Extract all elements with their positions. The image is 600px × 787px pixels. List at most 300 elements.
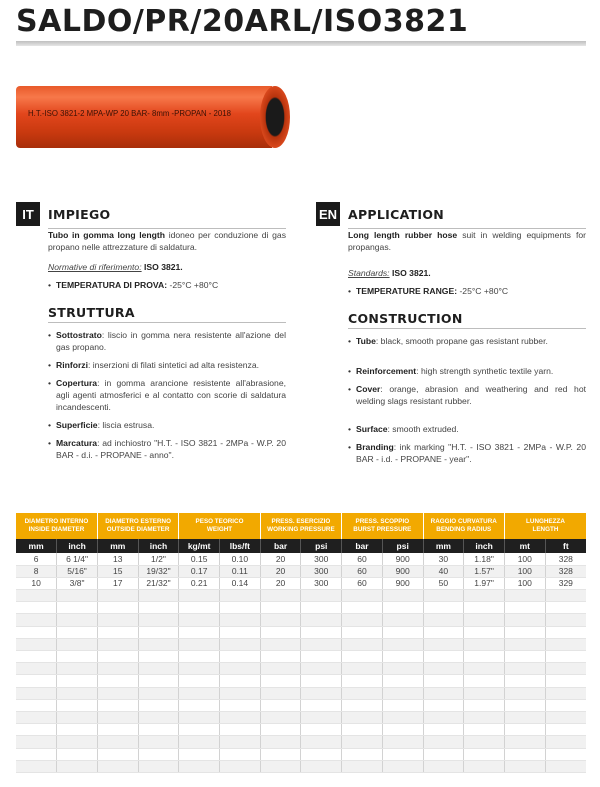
table-cell-empty [423, 638, 464, 650]
table-cell-empty [382, 675, 423, 687]
table-cell-empty [220, 626, 261, 638]
table-cell-empty [57, 699, 98, 711]
it-temp-value: -25°C +80°C [167, 280, 219, 290]
table-cell-empty [220, 687, 261, 699]
table-cell-empty [342, 663, 383, 675]
unit-header-cell: kg/mt [179, 539, 220, 553]
table-cell-empty [179, 724, 220, 736]
it-temperature-item [48, 279, 286, 291]
table-cell-empty [57, 663, 98, 675]
en-heading-row [316, 202, 586, 226]
table-cell-empty [220, 724, 261, 736]
table-cell-empty [382, 638, 423, 650]
it-language-badge: IT [16, 202, 40, 226]
en-application-section [316, 229, 586, 465]
unit-header-cell: bar [260, 539, 301, 553]
group-header-weight: PESO TEORICO WEIGHT [179, 513, 260, 539]
table-cell-empty [16, 736, 57, 748]
it-construction-heading: STRUTTURA [48, 305, 135, 320]
table-cell-empty [260, 626, 301, 638]
table-cell-empty [260, 736, 301, 748]
table-cell-empty [57, 638, 98, 650]
unit-header-cell: mm [97, 539, 138, 553]
table-cell-empty [545, 626, 586, 638]
table-cell-empty [57, 626, 98, 638]
table-cell-empty [16, 626, 57, 638]
table-cell-empty [423, 602, 464, 614]
table-cell-empty [97, 711, 138, 723]
table-cell-empty [138, 687, 179, 699]
table-cell-empty [301, 736, 342, 748]
table-cell: 1/2" [138, 553, 179, 565]
table-cell-empty [97, 724, 138, 736]
en-lead-text: suit in welding equipments for propangas. [348, 230, 586, 252]
it-item-label: Sottostrato [56, 330, 102, 340]
table-cell-empty [138, 638, 179, 650]
en-temperature-item [348, 285, 586, 297]
table-cell-empty [57, 651, 98, 663]
table-cell-empty [504, 711, 545, 723]
title-divider [16, 41, 586, 46]
table-row-empty [16, 711, 586, 723]
it-lead-text: idoneo per conduzione di gas propano nelle attrezzature di saldatura. [48, 230, 286, 252]
unit-header-cell: psi [301, 539, 342, 553]
it-item-text: : liscia estrusa. [97, 420, 155, 430]
table-cell-empty [382, 663, 423, 675]
it-item-label: Rinforzi [56, 360, 88, 370]
table-cell-empty [301, 711, 342, 723]
table-cell-empty [138, 760, 179, 772]
table-cell-empty [464, 651, 505, 663]
table-cell-empty [382, 590, 423, 602]
table-cell-empty [260, 651, 301, 663]
table-cell-empty [423, 687, 464, 699]
table-cell-empty [504, 638, 545, 650]
table-cell-empty [504, 736, 545, 748]
table-cell-empty [57, 760, 98, 772]
table-cell: 900 [382, 553, 423, 565]
unit-header-cell: mt [504, 539, 545, 553]
table-cell-empty [260, 663, 301, 675]
table-cell-empty [97, 614, 138, 626]
it-lead-paragraph [48, 229, 286, 253]
table-cell: 0.10 [220, 553, 261, 565]
table-cell-empty [220, 675, 261, 687]
unit-header-cell: bar [342, 539, 383, 553]
table-cell-empty [57, 687, 98, 699]
it-item-text: : inserzioni di filati sintetici ad alta resistenza. [87, 360, 259, 370]
table-row-empty [16, 736, 586, 748]
table-cell: 40 [423, 565, 464, 577]
table-cell-empty [545, 614, 586, 626]
hose-marking: H.T.-ISO 3821-2 MPA-WP 20 BAR- 8mm -PROPAN - 2018 [28, 108, 231, 118]
table-cell: 21/32" [138, 577, 179, 589]
table-cell-empty [545, 687, 586, 699]
table-cell-empty [382, 651, 423, 663]
table-cell-empty [260, 590, 301, 602]
table-cell-empty [179, 626, 220, 638]
table-cell: 900 [382, 565, 423, 577]
table-cell: 19/32" [138, 565, 179, 577]
table-cell-empty [545, 711, 586, 723]
table-cell-empty [504, 748, 545, 760]
table-cell-empty [423, 760, 464, 772]
unit-header-cell: inch [138, 539, 179, 553]
table-cell-empty [220, 736, 261, 748]
table-cell: 1.97" [464, 577, 505, 589]
table-cell: 15 [97, 565, 138, 577]
table-cell-empty [260, 760, 301, 772]
hose-image [16, 86, 290, 148]
en-standards-label: Standards: [348, 268, 390, 278]
it-standards-value: ISO 3821. [144, 262, 183, 272]
table-cell-empty [464, 760, 505, 772]
table-cell-empty [97, 663, 138, 675]
it-construction-item [48, 437, 286, 461]
table-cell-empty [504, 687, 545, 699]
table-cell-empty [545, 651, 586, 663]
table-cell-empty [342, 711, 383, 723]
en-construction-list [348, 335, 586, 465]
table-cell-empty [138, 614, 179, 626]
table-cell-empty [179, 760, 220, 772]
table-cell-empty [504, 724, 545, 736]
table-cell-empty [423, 748, 464, 760]
en-construction-divider [348, 328, 586, 329]
table-cell-empty [179, 675, 220, 687]
table-cell: 20 [260, 577, 301, 589]
table-cell: 100 [504, 577, 545, 589]
en-construction-item [348, 423, 586, 435]
table-cell-empty [464, 736, 505, 748]
page-title: SALDO/PR/20ARL/ISO3821 [16, 4, 469, 39]
table-cell-empty [464, 675, 505, 687]
en-construction-item [348, 335, 586, 347]
table-cell-empty [179, 748, 220, 760]
table-cell-empty [464, 748, 505, 760]
table-cell-empty [57, 590, 98, 602]
english-column [316, 202, 586, 465]
table-cell-empty [57, 675, 98, 687]
table-cell: 50 [423, 577, 464, 589]
table-cell-empty [16, 614, 57, 626]
table-row-empty [16, 675, 586, 687]
table-cell-empty [382, 602, 423, 614]
table-cell-empty [16, 675, 57, 687]
table-cell-empty [57, 711, 98, 723]
table-body [16, 553, 586, 772]
unit-header-cell: mm [423, 539, 464, 553]
it-item-label: Copertura [56, 378, 98, 388]
table-cell-empty [138, 748, 179, 760]
table-cell-empty [301, 602, 342, 614]
table-cell: 328 [545, 565, 586, 577]
table-row [16, 553, 586, 565]
en-item-label: Branding [356, 442, 394, 452]
table-cell-empty [545, 675, 586, 687]
table-cell-empty [220, 748, 261, 760]
table-cell-empty [382, 724, 423, 736]
table-cell-empty [138, 590, 179, 602]
specifications-table [16, 513, 586, 773]
table-cell-empty [179, 614, 220, 626]
table-cell-empty [423, 724, 464, 736]
table-cell-empty [382, 626, 423, 638]
table-cell-empty [545, 724, 586, 736]
table-cell-empty [342, 651, 383, 663]
table-cell-empty [464, 711, 505, 723]
table-cell: 100 [504, 565, 545, 577]
en-item-text: : high strength synthetic textile yarn. [416, 366, 554, 376]
table-cell-empty [545, 590, 586, 602]
it-construction-item [48, 329, 286, 353]
table-cell-empty [342, 760, 383, 772]
table-cell-empty [220, 663, 261, 675]
table-cell-empty [382, 614, 423, 626]
table-cell-empty [179, 651, 220, 663]
table-cell-empty [342, 626, 383, 638]
table-cell-empty [545, 760, 586, 772]
table-cell-empty [464, 602, 505, 614]
table-cell: 300 [301, 553, 342, 565]
it-heading-row [16, 202, 286, 226]
table-cell-empty [57, 736, 98, 748]
table-cell-empty [423, 614, 464, 626]
table-cell-empty [423, 675, 464, 687]
unit-header-cell: inch [57, 539, 98, 553]
table-cell-empty [97, 590, 138, 602]
table-cell: 3/8" [57, 577, 98, 589]
table-row-empty [16, 687, 586, 699]
table-cell-empty [16, 663, 57, 675]
table-cell-empty [423, 626, 464, 638]
italian-column [16, 202, 286, 461]
en-language-badge: EN [316, 202, 340, 226]
group-header-length: LUNGHEZZA LENGTH [504, 513, 586, 539]
table-cell-empty [342, 724, 383, 736]
table-cell: 20 [260, 553, 301, 565]
table-row-empty [16, 614, 586, 626]
unit-header-cell: lbs/ft [220, 539, 261, 553]
table-cell-empty [545, 638, 586, 650]
table-cell: 17 [97, 577, 138, 589]
en-lead-paragraph [348, 229, 586, 253]
table-cell-empty [97, 699, 138, 711]
en-temp-value: -25°C +80°C [457, 286, 509, 296]
unit-header-cell: mm [16, 539, 57, 553]
table-cell-empty [220, 651, 261, 663]
table-cell-empty [57, 724, 98, 736]
table-cell-empty [382, 736, 423, 748]
table-cell-empty [423, 663, 464, 675]
table-cell-empty [16, 724, 57, 736]
table-cell-empty [301, 748, 342, 760]
table-cell-empty [464, 638, 505, 650]
table-cell-empty [342, 675, 383, 687]
table-cell-empty [301, 675, 342, 687]
table-cell-empty [464, 626, 505, 638]
table-cell-empty [504, 590, 545, 602]
table-cell-empty [179, 602, 220, 614]
table-cell-empty [464, 614, 505, 626]
table-cell-empty [97, 736, 138, 748]
table-cell-empty [504, 614, 545, 626]
table-row-empty [16, 748, 586, 760]
table-cell-empty [301, 614, 342, 626]
table-cell-empty [179, 687, 220, 699]
group-header-burst-pressure: PRESS. SCOPPIO BURST PRESSURE [342, 513, 423, 539]
table-cell-empty [464, 663, 505, 675]
en-item-label: Cover [356, 384, 381, 394]
table-cell-empty [301, 760, 342, 772]
table-cell-empty [423, 699, 464, 711]
table-cell-empty [301, 699, 342, 711]
table-cell: 0.21 [179, 577, 220, 589]
table-cell-empty [97, 602, 138, 614]
table-cell-empty [97, 651, 138, 663]
table-cell-empty [464, 699, 505, 711]
table-cell: 6 1/4" [57, 553, 98, 565]
table-cell-empty [97, 626, 138, 638]
table-cell-empty [16, 590, 57, 602]
table-cell-empty [97, 760, 138, 772]
table-cell-empty [260, 711, 301, 723]
table-cell-empty [179, 736, 220, 748]
unit-header-cell: inch [464, 539, 505, 553]
table-row [16, 577, 586, 589]
table-row-empty [16, 651, 586, 663]
hose-end-section [260, 86, 290, 148]
table-cell-empty [97, 638, 138, 650]
en-item-label: Tube [356, 336, 376, 346]
table-cell-empty [97, 675, 138, 687]
en-lead-bold: Long length rubber hose [348, 230, 458, 240]
it-item-label: Marcatura [56, 438, 98, 448]
table-row-empty [16, 724, 586, 736]
table-cell-empty [260, 638, 301, 650]
table-cell: 60 [342, 553, 383, 565]
table-cell-empty [220, 614, 261, 626]
en-item-label: Surface [356, 424, 388, 434]
table-row-empty [16, 699, 586, 711]
table-cell-empty [97, 687, 138, 699]
table-cell: 329 [545, 577, 586, 589]
table-cell: 0.14 [220, 577, 261, 589]
table-cell-empty [545, 748, 586, 760]
table-cell-empty [138, 651, 179, 663]
it-construction-item [48, 419, 286, 431]
it-standards [48, 261, 286, 273]
table-cell: 300 [301, 565, 342, 577]
table-cell-empty [301, 638, 342, 650]
table-cell: 60 [342, 565, 383, 577]
en-temp-label: TEMPERATURE RANGE: [356, 286, 458, 296]
group-header-working-pressure: PRESS. ESERCIZIO WORKING PRESSURE [260, 513, 341, 539]
table-cell-empty [16, 699, 57, 711]
table-cell-empty [545, 736, 586, 748]
table-cell-empty [504, 651, 545, 663]
table-cell-empty [260, 724, 301, 736]
table-cell-empty [301, 651, 342, 663]
table-cell-empty [138, 724, 179, 736]
it-item-text: : in gomma arancione resistente all'abrasione, agli agenti atmosferici e al contatto con scorie di saldatura incandescenti. [56, 378, 286, 412]
table-cell: 300 [301, 577, 342, 589]
table-cell-empty [16, 651, 57, 663]
table-cell-empty [504, 626, 545, 638]
table-cell: 5/16" [57, 565, 98, 577]
table-cell-empty [138, 675, 179, 687]
table-cell-empty [504, 663, 545, 675]
table-cell-empty [220, 699, 261, 711]
table-cell-empty [301, 663, 342, 675]
it-construction-item [48, 377, 286, 413]
table-cell-empty [423, 651, 464, 663]
table-cell-empty [260, 687, 301, 699]
table-row-empty [16, 590, 586, 602]
it-application-section [16, 229, 286, 461]
table-cell-empty [301, 590, 342, 602]
table-unit-header-row [16, 539, 586, 553]
table-cell: 0.11 [220, 565, 261, 577]
table-cell-empty [16, 687, 57, 699]
table-cell-empty [97, 748, 138, 760]
table-group-header-row [16, 513, 586, 539]
table-cell-empty [382, 687, 423, 699]
table-row-empty [16, 663, 586, 675]
table-cell-empty [301, 724, 342, 736]
table-cell-empty [301, 687, 342, 699]
en-temperature-list [348, 285, 586, 297]
table-cell-empty [220, 602, 261, 614]
table-cell-empty [16, 748, 57, 760]
table-cell-empty [464, 724, 505, 736]
table-cell-empty [423, 590, 464, 602]
table-cell-empty [138, 736, 179, 748]
en-standards-value: ISO 3821. [391, 268, 431, 278]
en-item-text: : orange, abrasion and weathering and red hot welding slags resistant rubber. [356, 384, 586, 406]
table-cell-empty [504, 675, 545, 687]
table-cell-empty [260, 699, 301, 711]
table-cell-empty [16, 638, 57, 650]
table-cell-empty [179, 663, 220, 675]
table-cell: 20 [260, 565, 301, 577]
table-cell-empty [138, 699, 179, 711]
table-cell-empty [342, 687, 383, 699]
table-cell-empty [382, 748, 423, 760]
en-construction-heading: CONSTRUCTION [348, 311, 463, 326]
table-row-empty [16, 626, 586, 638]
en-item-text: : ink marking "H.T. - ISO 3821 - 2MPa - W.P. 20 BAR - i.d. - PROPANE - year". [356, 442, 586, 464]
table-cell-empty [57, 614, 98, 626]
en-construction-item [348, 365, 586, 377]
table-cell-empty [260, 602, 301, 614]
it-temp-label: TEMPERATURA DI PROVA: [56, 280, 168, 290]
table-cell-empty [16, 760, 57, 772]
it-item-text: : ad inchiostro "H.T. - ISO 3821 - 2MPa - W.P. 20 BAR - d.i. - PROPANE - anno". [56, 438, 286, 460]
unit-header-cell: ft [545, 539, 586, 553]
table-cell: 1.18" [464, 553, 505, 565]
it-item-text: : liscio in gomma nera resistente all'azione del gas propano. [56, 330, 286, 352]
table-cell-empty [504, 760, 545, 772]
table-row-empty [16, 760, 586, 772]
table-cell-empty [342, 699, 383, 711]
table-cell-empty [138, 663, 179, 675]
it-construction-list [48, 329, 286, 461]
table-cell: 60 [342, 577, 383, 589]
table-cell-empty [545, 663, 586, 675]
table-cell-empty [16, 711, 57, 723]
en-item-text: : black, smooth propane gas resistant rubber. [375, 336, 548, 346]
